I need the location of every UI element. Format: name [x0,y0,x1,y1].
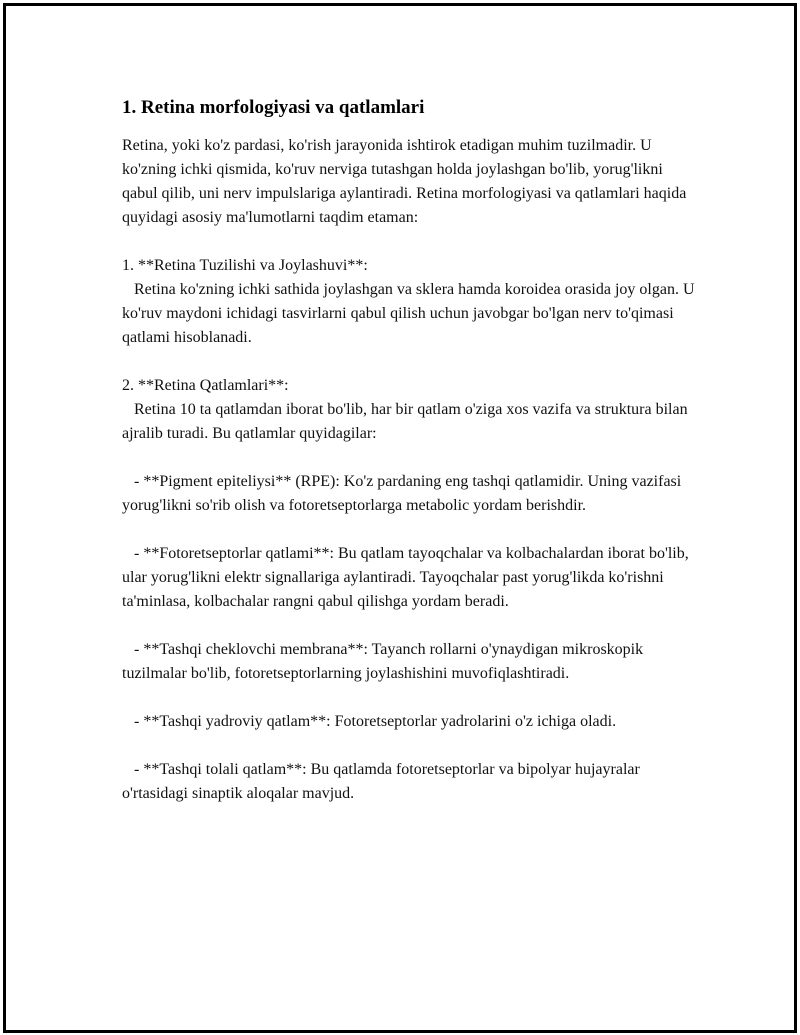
page-border [3,3,797,1033]
section-heading: 1. Retina morfologiyasi va qatlamlari [122,97,425,118]
document-content [122,96,702,806]
section-body: Retina, yoki ko'z pardasi, ko'rish jarayonida ishtirok etadigan muhim tuzilmadir. U ko'zning ichki qismida, ko'ruv nerviga tutashgan holda joylashgan bo'lib, yorug'likni qabul qilib, uni nerv impulslariga aylantiradi. Retina morfologiyasi va qatlamlari haqida quyidagi asosiy ma'lumotlarni taqdim etaman: 1. **Retina Tuzilishi va Joylashuvi**: Retina ko'zning ichki sathida joylashgan va sklera hamda koroidea orasida joy olgan. U ko'ruv maydoni ichidagi tasvirlarni qabul qilish uchun javobgar bo'lgan nerv to'qimasi qatlami hisoblanadi. 2. **Retina Qatlamlari**: Retina 10 ta qatlamdan iborat bo'lib, har bir qatlam o'ziga xos vazifa va struktura bilan ajralib turadi. Bu qatlamlar quyidagilar: - **Pigment epiteliysi** (RPE): Ko'z pardaning eng tashqi qatlamidir. Uning vazifasi yorug'likni so'rib olish va fotoretseptorlarga metabolic yordam berishdir. - **Fotoretseptorlar qatlami**: Bu qatlam tayoqchalar va kolbachalardan iborat bo'lib, ular yorug'likni elektr signallariga aylantiradi. Tayoqchalar past yorug'likda ko'rishni ta'minlasa, kolbachalar rangni qabul qilishga yordam beradi. - **Tashqi cheklovchi membrana**: Tayanch rollarni o'ynaydigan mikroskopik tuzilmalar bo'lib, fotoretseptorlarning joylashishini muvofiqlashtiradi. - **Tashqi yadroviy qatlam**: Fotoretseptorlar yadrolarini o'z ichiga oladi. - **Tashqi tolali qatlam**: Bu qatlamda fotoretseptorlar va bipolyar hujayralar o'rtasidagi sinaptik aloqalar mavjud. [122,137,695,802]
